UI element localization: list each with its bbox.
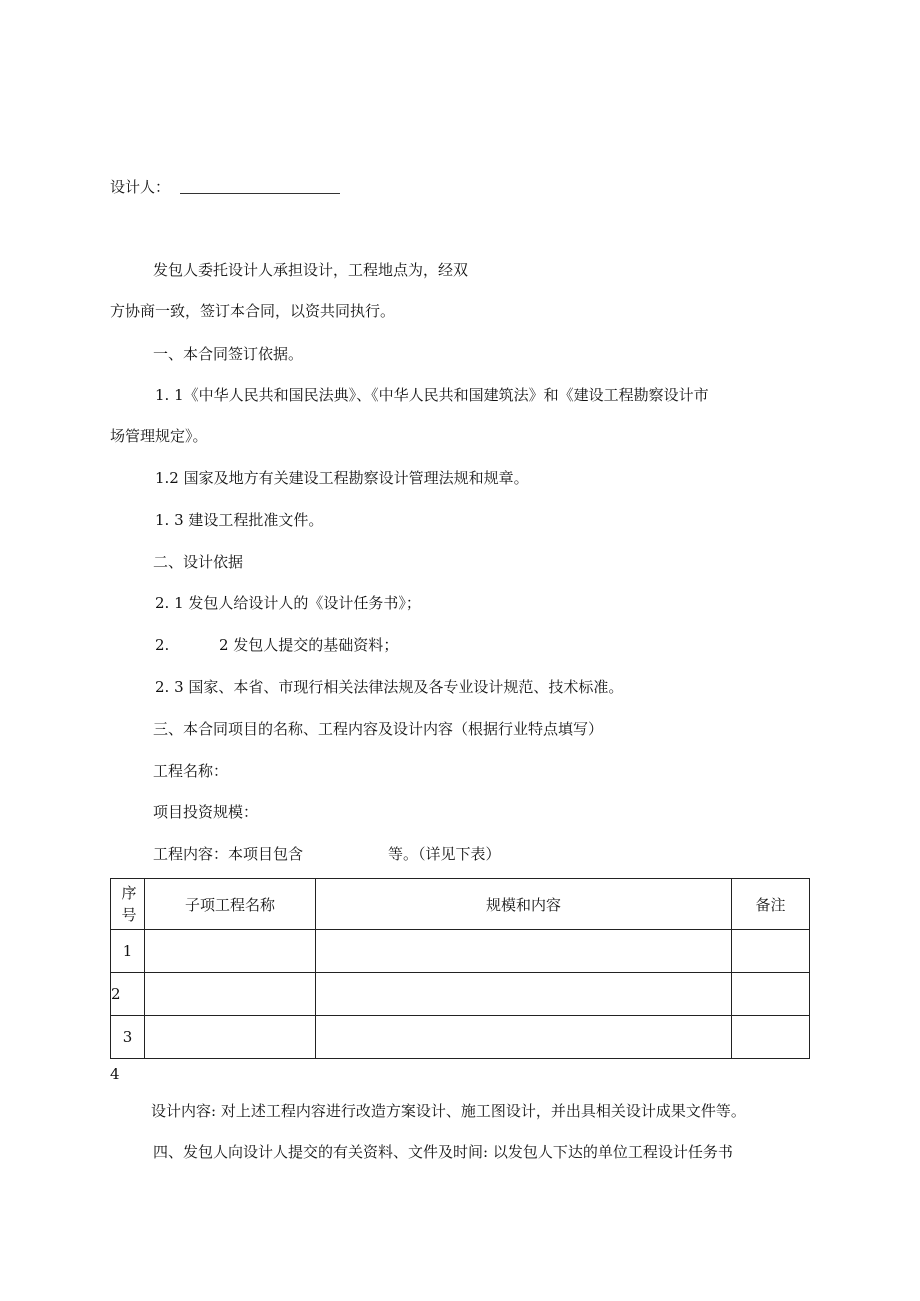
section-2-title: 二、设计依据: [153, 553, 244, 571]
table-row: [111, 973, 810, 1016]
row-note-cell: [732, 1016, 810, 1059]
section-1-item-1-line-2: 场管理规定》。: [110, 427, 208, 445]
section-2-item-3: 2. 3 国家、本省、市现行相关法律法规及各专业设计规范、技术标准。: [155, 678, 624, 696]
designer-label: 设计人：: [110, 178, 171, 196]
row-seq: 3: [111, 1016, 145, 1059]
intro-line-1: 发包人委托设计人承担设计，工程地点为，经双: [153, 261, 469, 279]
section-1-title: 一、本合同签订依据。: [153, 345, 304, 363]
intro-line-2: 方协商一致，签订本合同，以资共同执行。: [110, 302, 396, 320]
section-4-title: 四、发包人向设计人提交的有关资料、文件及时间: 以发包人下达的单位工程设计任务书: [153, 1143, 733, 1161]
row-scale-cell: [316, 930, 732, 973]
row-name-cell: [145, 930, 316, 973]
section-3-title: 三、本合同项目的名称、工程内容及设计内容（根据行业特点填写）: [153, 720, 604, 738]
project-content-label: 工程内容：本项目包含: [153, 845, 304, 863]
section-1-item-2: 1.2 国家及地方有关建设工程勘察设计管理法规和规章。: [155, 469, 529, 487]
row-scale-cell: [316, 1016, 732, 1059]
row-scale-cell: [316, 973, 732, 1016]
table-row: [111, 1016, 810, 1059]
header-scale-content: 规模和内容: [316, 879, 732, 930]
section-2-item-1: 2. 1 发包人给设计人的《设计任务书》；: [155, 594, 421, 612]
section-1-item-1-line-1: 1. 1《中华人民共和国民法典》、《中华人民共和国建筑法》和《建设工程勘察设计市: [155, 386, 709, 404]
row-note-cell: [732, 973, 810, 1016]
header-subproject-name: 子项工程名称: [145, 879, 316, 930]
designer-blank-line: [180, 193, 340, 194]
table-header-row: [111, 879, 810, 930]
subproject-table: [110, 878, 810, 1059]
row-name-cell: [145, 973, 316, 1016]
trailing-row-number: 4: [110, 1065, 120, 1083]
project-content-tail: 等。（详见下表）: [388, 845, 501, 863]
header-remarks: 备注: [732, 879, 810, 930]
row-seq: 2: [111, 973, 145, 1016]
project-name-label: 工程名称：: [153, 762, 229, 780]
section-2-item-2-number: 2.: [155, 636, 170, 654]
design-content: 设计内容: 对上述工程内容进行改造方案设计、施工图设计，并出具相关设计成果文件等。: [151, 1102, 746, 1120]
row-name-cell: [145, 1016, 316, 1059]
header-seq: 序号: [111, 879, 145, 930]
table-row: [111, 930, 810, 973]
section-2-item-2-text: 2 发包人提交的基础资料；: [219, 636, 399, 654]
row-note-cell: [732, 930, 810, 973]
section-1-item-3: 1. 3 建设工程批准文件。: [155, 511, 324, 529]
row-seq: 1: [111, 930, 145, 973]
investment-scale-label: 项目投资规模：: [153, 803, 259, 821]
